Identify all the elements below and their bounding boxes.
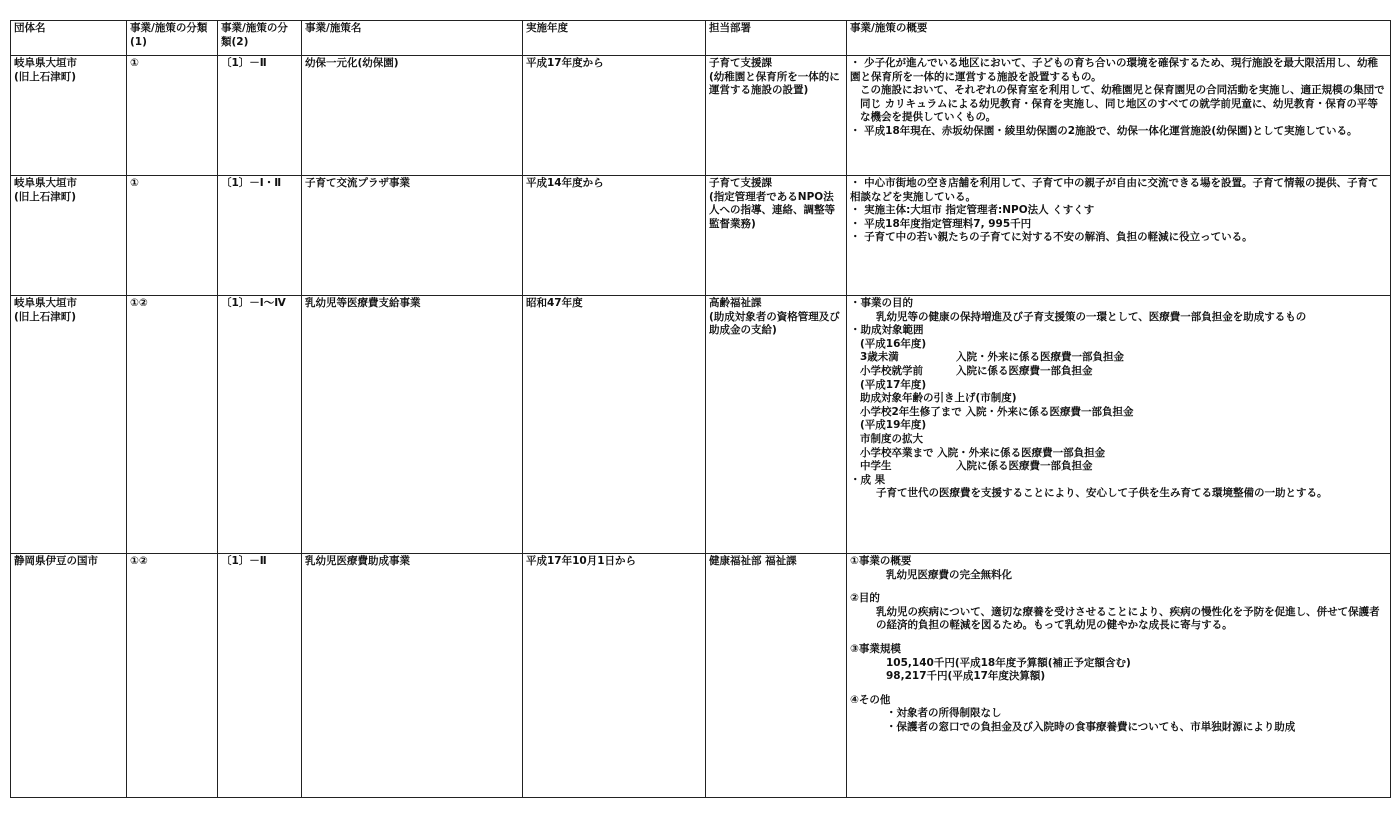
header-measure-name: 事業/施策名 — [302, 21, 523, 56]
category-2-cell: 〔1〕－Ⅱ — [218, 554, 302, 798]
org-sub: (旧上石津町) — [14, 190, 77, 203]
department-cell — [706, 296, 847, 554]
summary-heading: ・成 果 — [850, 473, 886, 486]
department-role: (助成対象者の資格管理及び助成金の支給) — [709, 310, 840, 337]
department-role: (幼稚園と保育所を一体的に運営する施設の設置) — [709, 70, 840, 97]
department-name: 高齢福祉課 — [709, 297, 762, 309]
summary-label: 中学生 — [860, 460, 892, 473]
summary-cell — [847, 296, 1391, 554]
header-summary: 事業/施策の概要 — [847, 21, 1391, 56]
org-cell — [11, 554, 127, 798]
table-row — [11, 176, 1391, 296]
year-cell: 平成14年度から — [523, 176, 706, 296]
department-role: (指定管理者であるNPO法人への指導、連絡、調整等監督業務) — [709, 190, 835, 230]
category-1-cell: ① — [127, 56, 218, 176]
summary-heading: ・助成対象範囲 — [850, 324, 924, 337]
summary-text: 入院・外来に係る医療費一部負担金 — [956, 351, 1124, 364]
summary-label: 小学校就学前 — [860, 364, 923, 377]
year-cell: 昭和47年度 — [523, 296, 706, 554]
measure-name-cell: 乳幼児等医療費支給事業 — [302, 296, 523, 554]
summary-cell — [847, 56, 1391, 176]
header-category-2: 事業/施策の分類(2) — [218, 21, 302, 56]
summary-subheading: (平成19年度) — [860, 419, 927, 432]
measure-name-cell: 幼保一元化(幼保園) — [302, 56, 523, 176]
org-cell — [11, 296, 127, 554]
year-cell: 平成17年度から — [523, 56, 706, 176]
summary-heading: ・事業の目的 — [850, 297, 913, 309]
measure-name-cell: 乳幼児医療費助成事業 — [302, 554, 523, 798]
org-name: 岐阜県大垣市 — [14, 57, 77, 69]
summary-line — [850, 351, 1387, 365]
year-cell: 平成17年10月1日から — [523, 554, 706, 798]
summary-heading: ①事業の概要 — [850, 555, 912, 567]
header-row — [11, 21, 1391, 56]
summary-line: 助成対象年齢の引き上げ(市制度) — [860, 392, 1017, 405]
header-org: 団体名 — [11, 21, 127, 56]
summary-line: 98,217千円(平成17年度決算額) — [886, 670, 1046, 683]
measure-name-cell: 子育て交流プラザ事業 — [302, 176, 523, 296]
department-cell — [706, 176, 847, 296]
department-cell — [706, 554, 847, 798]
org-name: 静岡県伊豆の国市 — [14, 555, 98, 567]
table-row — [11, 296, 1391, 554]
summary-line: 小学校卒業まで 入院・外来に係る医療費一部負担金 — [860, 446, 1106, 459]
summary-heading: ③事業規模 — [850, 642, 901, 655]
table-row — [11, 554, 1391, 798]
category-2-cell: 〔1〕－Ⅰ・Ⅱ — [218, 176, 302, 296]
spacer — [850, 684, 1387, 694]
summary-line: この施設において、それぞれの保育室を利用して、幼稚園児と保育園児の合同活動を実施し、適正規模の集団で同じ カリキュラムによる幼児教育・保育を実施し、同じ地区のすべての就学前児童に、幼児教育・保育の平等な機会を提供していくもの。 — [860, 84, 1385, 124]
summary-line: 子育て世代の医療費を支援することにより、安心して子供を生み育てる環境整備の一助とする。 — [876, 487, 1328, 500]
table-row — [11, 56, 1391, 176]
category-2-cell: 〔1〕－Ⅰ～Ⅳ — [218, 296, 302, 554]
category-1-cell: ①② — [127, 296, 218, 554]
org-sub: (旧上石津町) — [14, 70, 77, 83]
summary-line: ・ 平成18年現在、赤坂幼保園・綾里幼保園の2施設で、幼保一体化運営施設(幼保園)として実施している。 — [850, 124, 1358, 137]
summary-text: 入院に係る医療費一部負担金 — [956, 364, 1093, 377]
summary-label: 3歳未満 — [860, 351, 899, 364]
summary-subheading: (平成16年度) — [860, 337, 927, 350]
summary-line: 乳幼児の疾病について、適切な療養を受けさせることにより、疾病の慢性化を予防を促進し、併せて保護者の経済的負担の軽減を図るため。もって乳幼児の健やかな成長に寄与する。 — [876, 605, 1380, 632]
summary-line: 市制度の拡大 — [860, 432, 923, 445]
spacer — [850, 633, 1387, 643]
org-cell — [11, 176, 127, 296]
header-department: 担当部署 — [706, 21, 847, 56]
org-name: 岐阜県大垣市 — [14, 297, 77, 309]
header-category-1: 事業/施策の分類(1) — [127, 21, 218, 56]
spacer — [850, 582, 1387, 592]
summary-line: ・保護者の窓口での負担金及び入院時の食事療養費についても、市単独財源により助成 — [886, 720, 1296, 733]
summary-line: ・ 少子化が進んでいる地区において、子どもの育ち合いの環境を確保するため、現行施設を最大限活用し、幼稚園と保育所を一体的に運営する施設を設置するもの。 — [850, 57, 1379, 83]
summary-cell — [847, 554, 1391, 798]
summary-line — [850, 460, 1387, 474]
summary-subheading: (平成17年度) — [860, 378, 927, 391]
department-cell — [706, 56, 847, 176]
summary-line: ・対象者の所得制限なし — [886, 707, 1002, 720]
summary-heading: ④その他 — [850, 693, 891, 706]
summary-line: 小学校2年生修了まで 入院・外来に係る医療費一部負担金 — [860, 405, 1134, 418]
org-name: 岐阜県大垣市 — [14, 177, 77, 189]
document-sheet — [10, 20, 1390, 798]
department-name: 健康福祉部 福祉課 — [709, 555, 797, 567]
summary-heading: ②目的 — [850, 592, 880, 605]
summary-line: 乳幼児等の健康の保持増進及び子育支援策の一環として、医療費一部負担金を助成するもの — [876, 310, 1307, 323]
category-1-cell: ①② — [127, 554, 218, 798]
org-cell — [11, 56, 127, 176]
summary-line — [850, 365, 1387, 379]
header-year: 実施年度 — [523, 21, 706, 56]
org-sub: (旧上石津町) — [14, 310, 77, 323]
summary-line: ・ 実施主体:大垣市 指定管理者:NPO法人 くすくす — [850, 204, 1095, 217]
summary-line: 105,140千円(平成18年度予算額(補正予定額含む) — [886, 656, 1131, 669]
summary-line: ・ 平成18年度指定管理料7, 995千円 — [850, 217, 1032, 230]
department-name: 子育て支援課 — [709, 57, 772, 69]
department-name: 子育て支援課 — [709, 177, 772, 189]
summary-cell — [847, 176, 1391, 296]
measures-table — [10, 20, 1391, 798]
summary-line: ・ 子育て中の若い親たちの子育てに対する不安の解消、負担の軽減に役立っている。 — [850, 231, 1253, 244]
summary-line: ・ 中心市街地の空き店舗を利用して、子育て中の親子が自由に交流できる場を設置。子育て情報の提供、子育て相談などを実施している。 — [850, 177, 1379, 203]
summary-text: 入院に係る医療費一部負担金 — [956, 460, 1093, 473]
summary-line: 乳幼児医療費の完全無料化 — [886, 568, 1012, 581]
category-1-cell: ① — [127, 176, 218, 296]
category-2-cell: 〔1〕－Ⅱ — [218, 56, 302, 176]
